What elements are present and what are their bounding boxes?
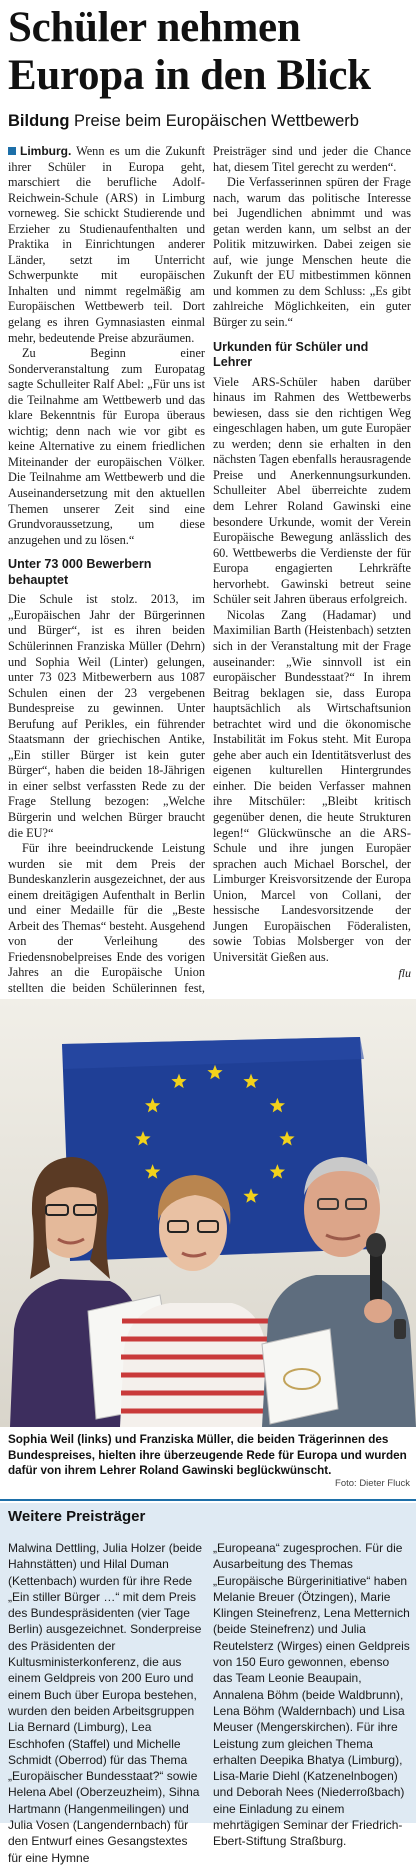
paragraph-text: Wenn es um die Zukunft ihrer Schüler in Europa geht, marschiert die berufliche Adolf-Reichwein-Schule (ARS) in Limburg vorneweg. Sie schickt Studierende und Erzieher zu Studienaufenthalten und Praktika in Einrichtungen anderer Länder, setzt im Unterricht Schwerpunkte mit europäischen Inhalten und nimmt regelmäßig am Europäischen Wettbewerb teil. Dort gelang es ihren Gymnasiasten einmal mehr, bedeutende Preise abzuräumen. (8, 144, 205, 345)
paragraph: Viele ARS-Schüler haben darüber hinaus im Rahmen des Wettbewerbs bewiesen, dass sie den richtigen Weg eingeschlagen haben, um gute Europäer zu werden; denn sie erhalten in den nächsten Tagen ebenfalls herausragende Preise und Anerkennungsurkunden. Schulleiter Abel überreichte zudem dem Lehrer Roland Gawinski eine besondere Urkunde, womit der Verein Europäische Bewegung anlässlich des 60. Wettbewerbs die Verdienste der für Europa engagierten Lehrkräfte hervorhebt. Gawinski betreut seine Schüler seit Jahren überaus erfolgreich. (213, 374, 411, 607)
section-heading: Unter 73 000 Bewerbern behauptet (8, 557, 152, 587)
paragraph: Für ihre beeindruckende Leistung wurden sie mit dem Preis der Bundeskanzlerin ausgezeichnet, der aus einem dreitägigen Aufenthalt in Berlin und einer Medaille für die „Beste Arbeit des Themas“ besteht. Ausgehend von der Verleihung des Friedensnobelpreises Ende des vorigen Jahres an die Europäische Union stellten die beiden Schülerinnen fest, (8, 841, 205, 995)
certificate-right (262, 1329, 338, 1424)
paragraph (8, 144, 205, 346)
article-column-2 (213, 144, 411, 980)
photo-scene (0, 999, 416, 1427)
infobox-rule (0, 1499, 416, 1501)
author-initials: flu (398, 965, 411, 980)
article-photo (0, 999, 416, 1427)
subtitle: Preise beim Europäischen Wettbewerb (74, 112, 359, 130)
paragraph: Die Verfasserinnen spüren der Frage nach, warum das politische Interesse bei Jugendlichen abnimmt und was getan werden kann, um selbst an der Politik mitzuwirken. Dabei zeigen sie auf, wie junge Menschen heute die Zukunft der EU mitbestimmen können und kommen zu dem Schluss: „Es gibt zahlreiche Möglichkeiten, ein guter Bürger zu sein.“ (213, 175, 411, 330)
location-marker-icon (8, 147, 16, 155)
dateline: Limburg. (20, 144, 72, 158)
infobox-column-2: „Europeana“ zugesprochen. Für die Ausarbeitung des Themas „Europäische Bürgerinitiative“ haben Melanie Breuer (Ötzingen), Marie Klingen Steinefrenz, Lena Metternich (beide Steinefrenz) und Julia Reutelsterz (Wirges) einen Geldpreis von 150 Euro gewonnen, ebenso das Team Leonie Beaupain, Annalena Böhm (beide Waldbrunn), Lena Böhm (Waldernbach) und Lisa Meuser (Mengerskirchen). Für ihre Leistung zum gleichen Thema erhalten Deepika Bhatya (Limburg), Lisa-Marie Diehl (Katzenelnbogen) und Deborah Nees (Niederroßbach) eine Einladung zu einem mehrtägigen Seminar der Friedrich-Ebert-Stiftung Straßburg. (213, 1541, 410, 1849)
paragraph: Die Schule ist stolz. 2013, im „Europäischen Jahr der Bürgerinnen und Bürger“, ist es ihren beiden Schülerinnen Franziska Müller (Dehrn) und Sophia Weil (Linter) gelungen, unter 73 023 Mitbewerbern aus 1087 Schulen einen der 23 vergebenen Bundespreise zu gewinnen. Unter Berufung auf Perikles, ein führender Staatsmann der griechischen Antike, „Ein stiller Bürger ist kein guter Bürger“, haben die beiden 18-Jährigen in einer selbst verfassten Rede zu der Frage Stellung bezogen: „Welche Bürgerin und welchen Bürger braucht die EU?“ (8, 592, 205, 840)
headline: Schüler nehmen Europa in den Blick (8, 4, 371, 99)
paragraph: Preisträger sind und jeder die Chance hat, diesem Titel gerecht zu werden“. (213, 144, 411, 174)
subheadline (8, 112, 408, 131)
paragraph: Zu Beginn einer Sonderveranstaltung zum Europatag sagte Schulleiter Ralf Abel: „Für uns ist die Teilnahme am Wettbewerb und das klare Bekenntnis für Europa überaus wichtig; denn nach wie vor gibt es keine Alternative zu einem friedlichen Miteinander der europäischen Völker. Die Teilnahme am Wettbewerb und die Auseinandersetzung mit den aktuellen Themen unserer Zeit sind eine Grundvoraussetzung, um diese anzugehen und zu lösen.“ (8, 346, 205, 547)
paragraph: Nicolas Zang (Hadamar) und Maximilian Barth (Heistenbach) setzten sich in der Veranstaltung mit der Frage auseinander: „Wie sinnvoll ist ein europäischer Bundesstaat?“ In ihrem Beitrag beklagen sie, dass Europa hauptsächlich als Wirtschaftsunion betrachtet wird und die ökonomische Instabilität im Fokus steht. Mit Europa gehe aber auch ein Identitätsverlust des eigenen kulturellen Hintergrundes einher. Die beiden Verfasser mahnen ihre Mitschüler: „Bleibt kritisch gegenüber denen, die heute Strukturen legen!“ Glückwünsche an die ARS-Schule und ihre jungen Europäer sprachen auch Michael Borschel, der Limburger Kreisvorsitzende der Europa Union, Marcel von Collani, der hessische Landesvorsitzende der Jungen Europäischen Föderalisten, sowie Tobias Molsberger von der Universität Gießen aus. (213, 607, 411, 964)
infobox-title: Weitere Preisträger (8, 1508, 146, 1525)
article-column-1 (8, 144, 205, 1012)
rubric: Bildung (8, 112, 70, 130)
infobox-column-1: Malwina Dettling, Julia Holzer (beide Hahnstätten) und Hilal Duman (Kettenbach) wurden für ihre Rede „Ein stiller Bürger …“ mit dem Preis des Bundespräsidenten (vier Tage Berlin) ausgezeichnet. Sonderpreise des Präsidenten der Kultusministerkonferenz, die aus einem Geldpreis von 200 Euro und einem Buch über Europa bestehen, wurden den beiden Arbeitsgruppen Lia Bernard (Limburg), Lea Eschhofen (Staffel) und Michelle Schmidt (Oberrod) für das Thema „Europäischer Bundesstaat?“ sowie Helena Abel (Oberzeuzheim), Sihna Hartmann (Hangenmeilingen) und Julia Vosen (Langendernbach) für den Entwurf eines Gesangstextes für eine Hymne (8, 1541, 203, 1865)
photo-credit: Foto: Dieter Fluck (335, 1478, 410, 1489)
section-heading: Urkunden für Schüler und Lehrer (213, 339, 369, 370)
photo-caption: Sophia Weil (links) und Franziska Müller, die beiden Trägerinnen des Bundespreises, hielten ihre überzeugende Rede für Europa und wurden dafür von ihrem Lehrer Roland Gawinski beglückwünscht. (8, 1433, 407, 1477)
